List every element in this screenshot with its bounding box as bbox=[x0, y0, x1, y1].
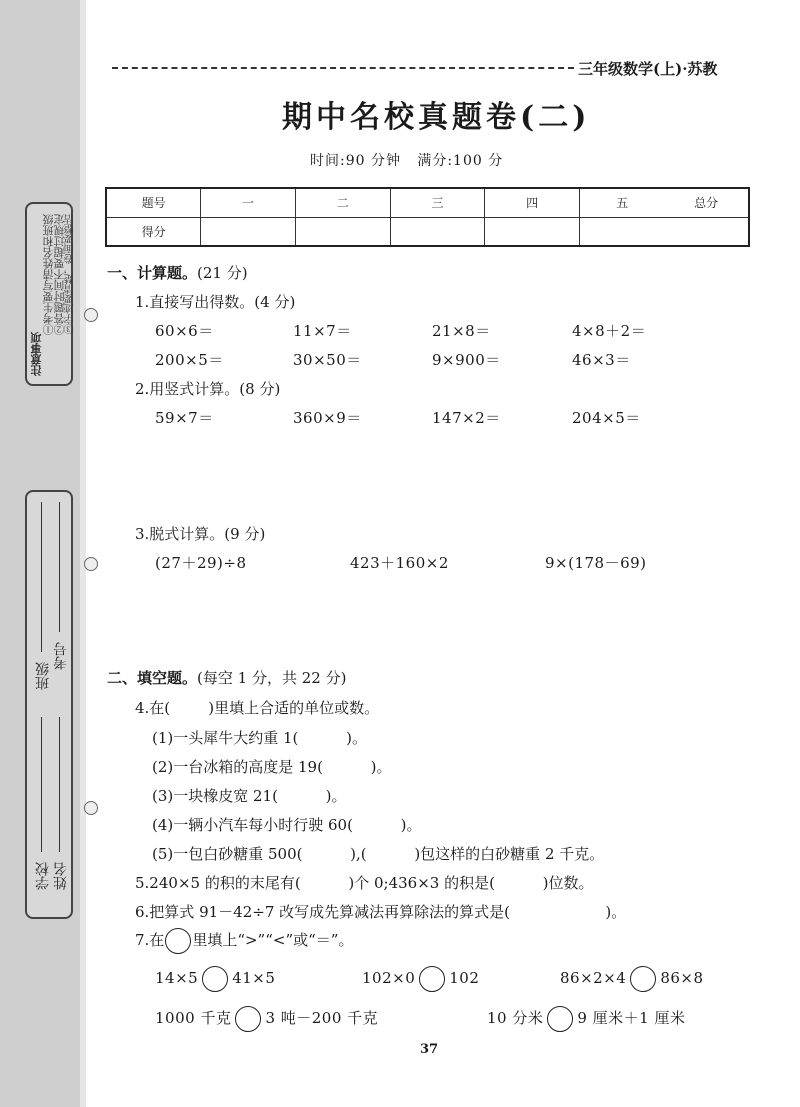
column-5: 五 bbox=[580, 188, 665, 217]
notice-item-1: ①考生要写清姓名和班级 bbox=[42, 214, 55, 335]
section-1-points: (21 分) bbox=[197, 264, 248, 282]
section-1-title: 一、计算题。 bbox=[107, 264, 198, 282]
section-2-title: 二、填空题。 bbox=[107, 669, 198, 687]
q3-title: 3.脱式计算。(9 分) bbox=[135, 525, 266, 543]
compare-item bbox=[155, 966, 275, 992]
column-4: 四 bbox=[485, 188, 580, 217]
student-info-box bbox=[25, 490, 73, 919]
exam-meta: 时间:90 分钟 满分:100 分 bbox=[310, 153, 504, 169]
compare-item bbox=[487, 1006, 685, 1032]
score-cell[interactable] bbox=[485, 217, 580, 246]
compare-left: 86×2×4 bbox=[560, 969, 627, 987]
q2-item: 59×7＝ bbox=[155, 409, 214, 427]
exam-no-line bbox=[59, 502, 60, 632]
notice-box bbox=[25, 202, 76, 386]
compare-left: 10 分米 bbox=[487, 1009, 544, 1027]
row-label-question: 题号 bbox=[106, 188, 201, 217]
answer-circle[interactable] bbox=[547, 1006, 573, 1032]
score-cell[interactable] bbox=[390, 217, 485, 246]
q4-item: (3)一块橡皮宽 21( )。 bbox=[152, 787, 347, 805]
score-cell[interactable] bbox=[580, 217, 665, 246]
q4-item: (2)一台冰箱的高度是 19( )。 bbox=[152, 758, 392, 776]
notice-title: 注意事项 bbox=[30, 332, 43, 376]
column-3: 三 bbox=[390, 188, 485, 217]
q3-item: 423＋160×2 bbox=[350, 554, 449, 572]
compare-left: 14×5 bbox=[155, 969, 199, 987]
answer-circle[interactable] bbox=[235, 1006, 261, 1032]
class-line bbox=[41, 502, 42, 652]
name-line bbox=[59, 717, 60, 852]
q1-item: 30×50＝ bbox=[293, 351, 362, 369]
compare-left: 1000 千克 bbox=[155, 1009, 232, 1027]
q1-item: 46×3＝ bbox=[572, 351, 631, 369]
binding-hole bbox=[84, 801, 98, 815]
page-number: 37 bbox=[420, 1042, 439, 1057]
q4-item: (1)一头犀牛大约重 1( )。 bbox=[152, 729, 367, 747]
q5: 5.240×5 的积的末尾有( )个 0;436×3 的积是( )位数。 bbox=[135, 874, 594, 892]
q2-item: 360×9＝ bbox=[293, 409, 362, 427]
q1-item: 11×7＝ bbox=[293, 322, 352, 340]
q1-item: 21×8＝ bbox=[432, 322, 491, 340]
score-cell-total[interactable] bbox=[664, 217, 749, 246]
q2-item: 204×5＝ bbox=[572, 409, 641, 427]
compare-item bbox=[155, 1006, 378, 1032]
score-cell[interactable] bbox=[295, 217, 390, 246]
binding-hole bbox=[84, 308, 98, 322]
page-title: 期中名校真题卷(二) bbox=[282, 100, 591, 135]
series-label: 三年级数学(上)·苏教 bbox=[578, 60, 718, 78]
compare-right: 41×5 bbox=[232, 969, 276, 987]
compare-right: 86×8 bbox=[660, 969, 704, 987]
answer-circle[interactable] bbox=[419, 966, 445, 992]
class-label: 班级 bbox=[35, 662, 51, 690]
notice-item-2: ②答题时间不要超过规定 bbox=[53, 214, 66, 335]
row-label-score: 得分 bbox=[106, 217, 201, 246]
q1-item: 4×8＋2＝ bbox=[572, 322, 647, 340]
comparison-circle-icon bbox=[165, 928, 191, 954]
q1-item: 200×5＝ bbox=[155, 351, 224, 369]
compare-right: 3 吨－200 千克 bbox=[265, 1009, 379, 1027]
score-table bbox=[105, 187, 750, 247]
q7-title-tail: 里填上“>”“<”或“＝”。 bbox=[192, 931, 354, 949]
q3-item: 9×(178－69) bbox=[545, 554, 647, 572]
q3-item: (27＋29)÷8 bbox=[155, 554, 247, 572]
column-2: 二 bbox=[295, 188, 390, 217]
answer-circle[interactable] bbox=[202, 966, 228, 992]
q7-title-head: 7.在 bbox=[135, 931, 165, 949]
compare-item bbox=[362, 966, 479, 992]
q2-item: 147×2＝ bbox=[432, 409, 501, 427]
compare-right: 102 bbox=[449, 969, 480, 987]
compare-left: 102×0 bbox=[362, 969, 416, 987]
answer-circle[interactable] bbox=[630, 966, 656, 992]
q4-item: (4)一辆小汽车每小时行驶 60( )。 bbox=[152, 816, 422, 834]
binding-hole bbox=[84, 557, 98, 571]
q2-title: 2.用竖式计算。(8 分) bbox=[135, 380, 281, 398]
school-label: 学校 bbox=[35, 862, 51, 890]
q4-item: (5)一包白砂糖重 500( ),( )包这样的白砂糖重 2 千克。 bbox=[152, 845, 605, 863]
q7-title bbox=[135, 928, 353, 954]
header-dash-line bbox=[112, 67, 574, 69]
section-1-heading bbox=[107, 262, 248, 283]
compare-right: 9 厘米＋1 厘米 bbox=[577, 1009, 686, 1027]
binding-edge bbox=[80, 0, 86, 1107]
notice-item-3: ③字迹要清楚，卷面要整洁 bbox=[65, 214, 76, 334]
section-2-heading bbox=[107, 667, 346, 688]
school-line bbox=[41, 717, 42, 852]
column-1: 一 bbox=[201, 188, 296, 217]
q6: 6.把算式 91－42÷7 改写成先算减法再算除法的算式是( )。 bbox=[135, 903, 627, 921]
compare-item bbox=[560, 966, 704, 992]
name-label: 姓名 bbox=[53, 862, 69, 890]
exam-no-label: 考号 bbox=[53, 642, 69, 670]
q1-item: 9×900＝ bbox=[432, 351, 501, 369]
q4-title: 4.在( )里填上合适的单位或数。 bbox=[135, 699, 380, 717]
q1-title: 1.直接写出得数。(4 分) bbox=[135, 293, 296, 311]
column-total: 总分 bbox=[664, 188, 749, 217]
q1-item: 60×6＝ bbox=[155, 322, 214, 340]
section-2-points: (每空 1 分，共 22 分) bbox=[197, 669, 347, 687]
score-cell[interactable] bbox=[201, 217, 296, 246]
